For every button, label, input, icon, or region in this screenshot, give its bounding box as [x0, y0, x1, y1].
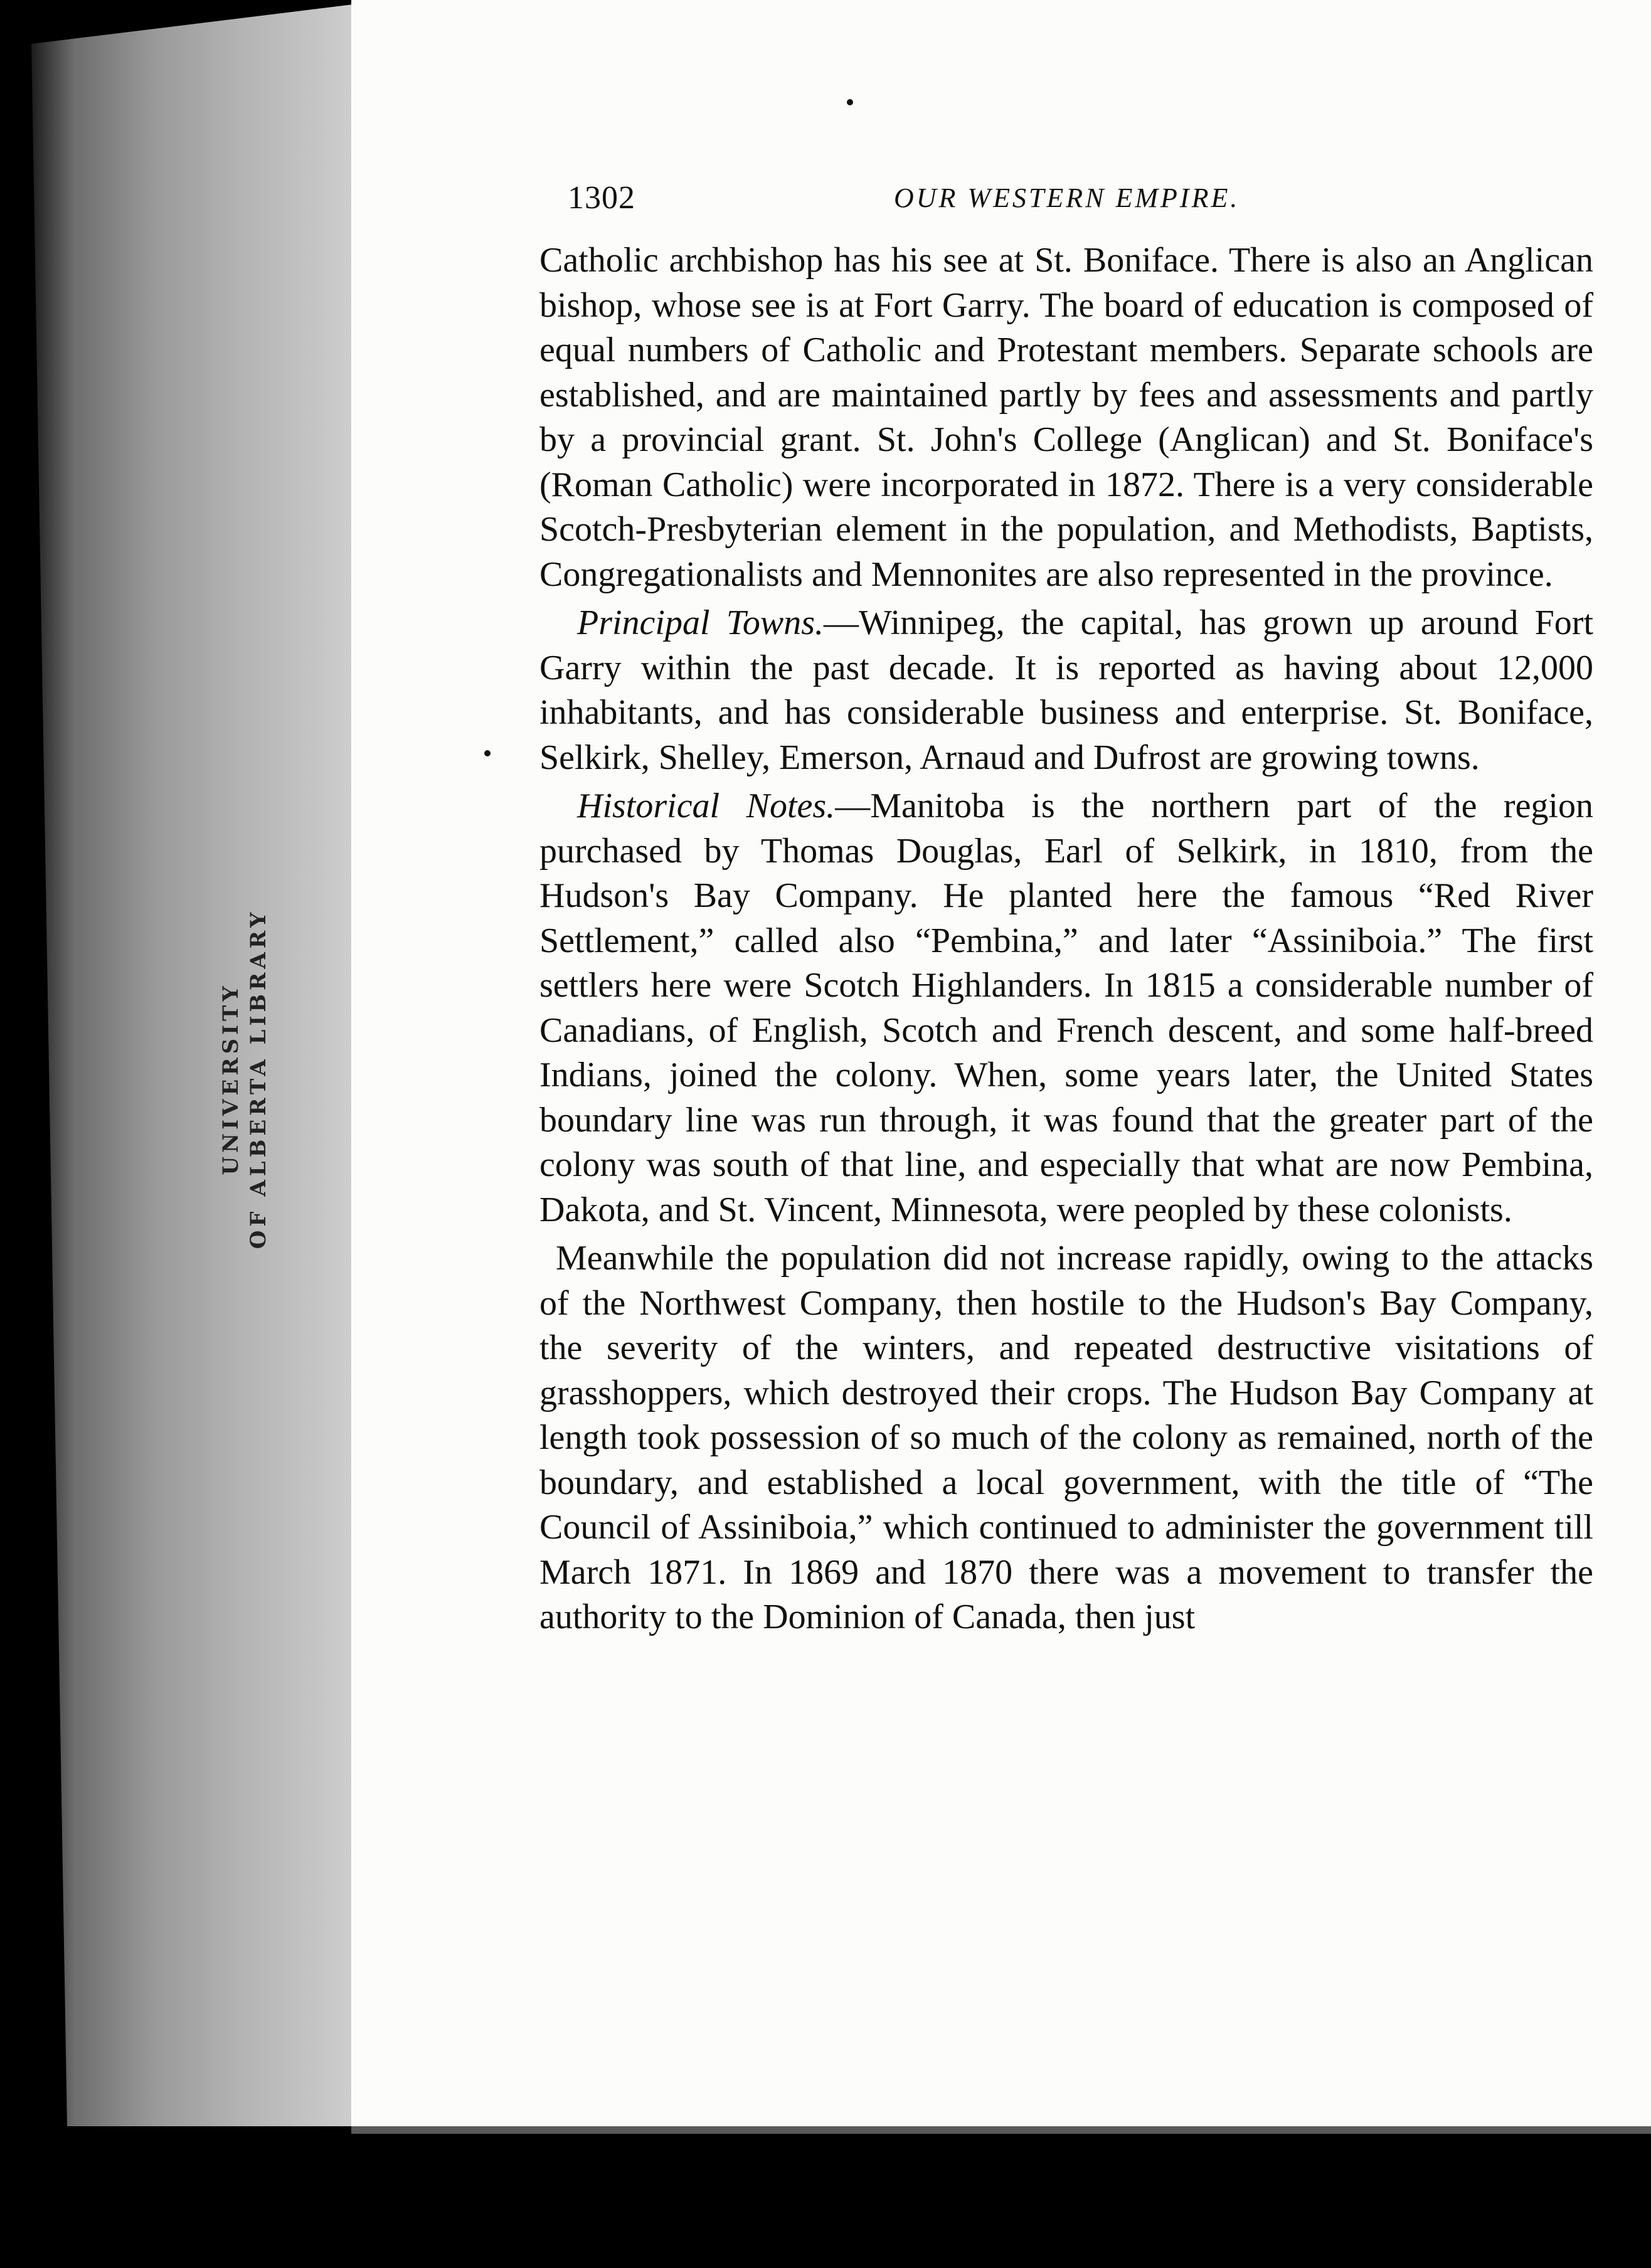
paragraph-1-text: Catholic archbishop has his see at St. Boniface. There is also an Anglican bishop, whose see is at Fort Garry. The board of education is composed of equal numbers of Catholic and Protestant members. Separate schools are established, and are maintained partly by fees and assessments and partly by a provincial grant. St. John's College (Anglican) and St. Boniface's (Roman Catholic) were incorporated in 1872. There is a very considerable Scotch-Presbyterian element in the population, and Methodists, Baptists, Congregationalists and Mennonites are also represented in the province. — [539, 241, 1593, 594]
running-head — [568, 179, 1596, 230]
ink-speck — [484, 750, 491, 756]
library-stamp-line-1: UNIVERSITY — [218, 982, 243, 1175]
page-number: 1302 — [568, 180, 635, 216]
running-title: OUR WESTERN EMPIRE. — [894, 183, 1240, 213]
library-stamp-line-2: OF ALBERTA LIBRARY — [246, 908, 271, 1249]
paragraph-principal-towns — [539, 601, 1593, 780]
body-text — [539, 238, 1593, 1644]
historical-notes-heading: Historical Notes. — [577, 787, 836, 825]
principal-towns-text: —Winnipeg, the capital, has grown up around Fort Garry within the past decade. It is reported as having about 12,000 inhabitants, and has considerable business and enterprise. St. Boniface, Selkirk, Shelley, Emerson, Arnaud and Dufrost are growing towns. — [539, 603, 1593, 777]
principal-towns-heading: Principal Towns. — [577, 603, 824, 642]
paragraph-meanwhile — [539, 1236, 1593, 1640]
ink-speck — [847, 99, 853, 105]
historical-notes-text: —Manitoba is the northern part of the region purchased by Thomas Douglas, Earl of Selkirk, in 1810, from the Hudson's Bay Company. He planted here the famous “Red River Settlement,” called also “Pembina,” and later “Assiniboia.” The first settlers here were Scotch Highlanders. In 1815 a considerable number of Canadians, of English, Scotch and French descent, and some half-breed Indians, joined the colony. When, some years later, the United States boundary line was run through, it was found that the greater part of the colony was south of that line, and especially that what are now Pembina, Dakota, and St. Vincent, Minnesota, were peopled by these colonists. — [539, 787, 1593, 1229]
page-bottom-edge — [351, 2126, 1651, 2134]
paragraph-historical-notes — [539, 784, 1593, 1232]
paragraph-meanwhile-text: Meanwhile the population did not increase rapidly, owing to the attacks of the Northwest Company, then hostile to the Hudson's Bay Company, the severity of the winters, and repeated destructive visitations of grasshoppers, which destroyed their crops. The Hudson Bay Company at length took possession of so much of the colony as remained, north of the boundary, and established a local government, with the title of “The Council of Assiniboia,” which continued to administer the government till March 1871. In 1869 and 1870 there was a movement to transfer the authority to the Dominion of Canada, then just — [539, 1239, 1593, 1636]
paragraph-1 — [539, 238, 1593, 597]
